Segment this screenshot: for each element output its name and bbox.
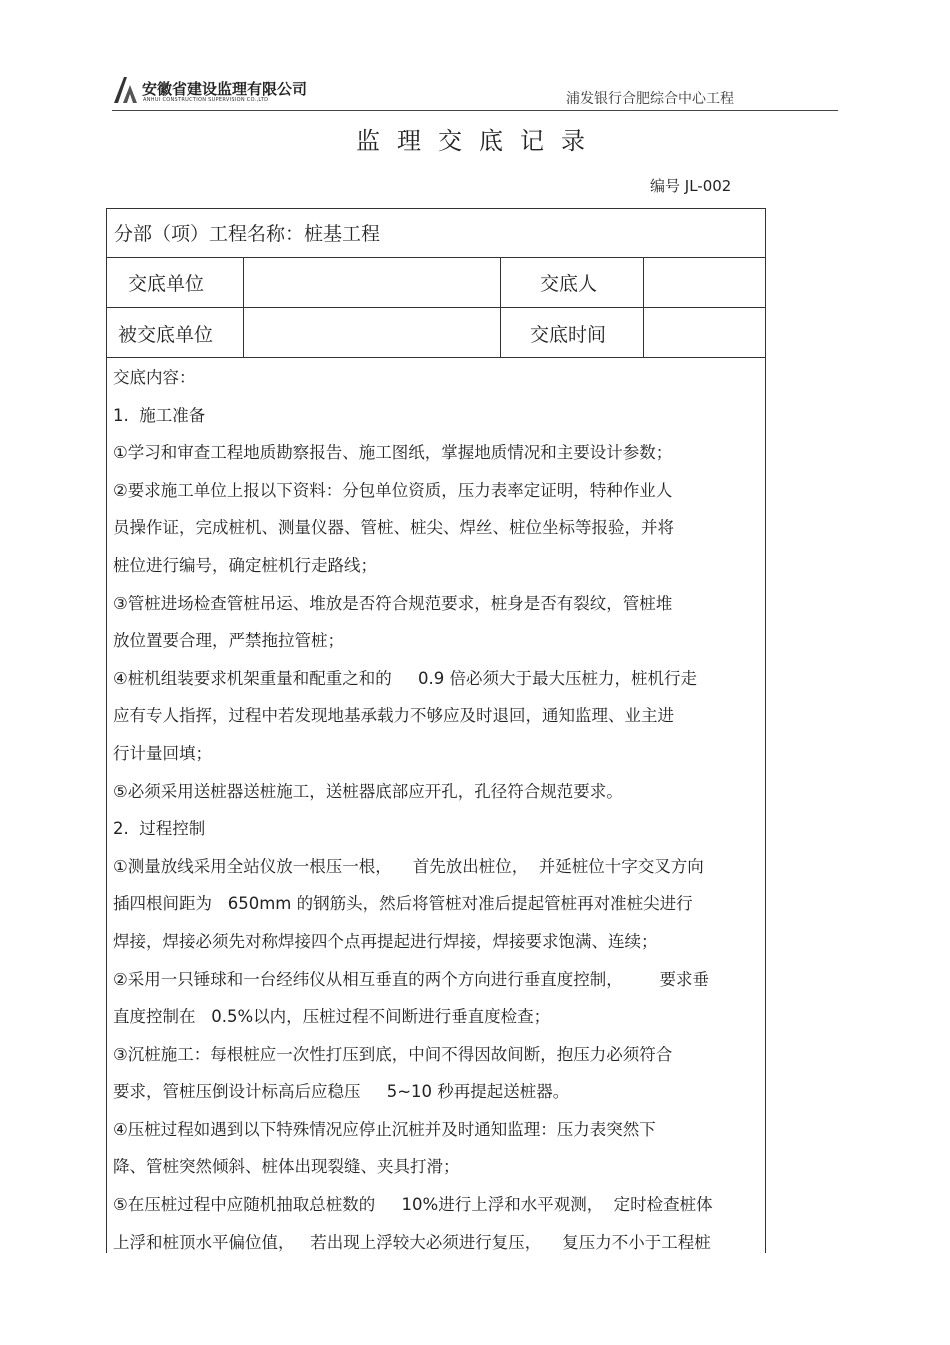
content-line: 交底内容： [113, 368, 196, 387]
content-line: ④桩机组装要求机架重量和配重之和的 0.9 倍必须大于最大压桩力，桩机行走 [113, 668, 698, 688]
content-line: 员操作证，完成桩机、测量仪器、管桩、桩尖、焊丝、桩位坐标等报验，并将 [113, 518, 674, 538]
content-line: 行计量回填； [113, 743, 212, 763]
label-time: 交底时间 [530, 324, 607, 346]
briefing-content [113, 359, 759, 1261]
content-line: 焊接，焊接必须先对称焊接四个点再提起进行焊接，焊接要求饱满、连续； [113, 931, 658, 951]
company-name-en: ANHUI CONSTRUCTION SUPERVISION CO.,LTD [143, 97, 269, 103]
content-line: ②采用一只锤球和一台经纬仪从相互垂直的两个方向进行垂直度控制， 要求垂 [113, 969, 710, 989]
content-line: 插四根间距为 650mm 的钢筋头，然后将管桩对准后提起管桩再对准桩尖进行 [113, 894, 693, 914]
table-row-divider [106, 357, 766, 358]
content-line: 1. 施工准备 [113, 405, 206, 425]
content-line: ⑤必须采用送桩器送桩施工，送桩器底部应开孔，孔径符合规范要求。 [113, 781, 623, 801]
label-unit: 交底单位 [128, 273, 205, 295]
page-title: 监理交底记录 [356, 127, 602, 155]
content-line: ①测量放线采用全站仪放一根压一根， 首先放出桩位， 并延桩位十字交叉方向 [113, 856, 704, 876]
content-line: ③沉桩施工：每根桩应一次性打压到底，中间不得因故间断，抱压力必须符合 [113, 1044, 673, 1064]
content-line: 应有专人指挥，过程中若发现地基承载力不够应及时退回，通知监理、业主进 [113, 706, 674, 726]
table-col-divider [243, 257, 244, 358]
project-name: 浦发银行合肥综合中心工程 [566, 91, 734, 107]
content-line: 桩位进行编号，确定桩机行走路线； [113, 555, 377, 575]
company-logo [112, 74, 308, 108]
content-line: ③管桩进场检查管桩吊运、堆放是否符合规范要求，桩身是否有裂纹，管桩堆 [113, 593, 673, 613]
project-name-field: 分部（项）工程名称：桩基工程 [114, 223, 381, 245]
content-line: 放位置要合理，严禁拖拉管桩； [113, 631, 344, 651]
table-col-divider [643, 257, 644, 358]
content-line: 要求，管桩压倒设计标高后应稳压 5~10 秒再提起送桩器。 [113, 1082, 570, 1102]
document-number: 编号 JL-002 [650, 177, 732, 195]
content-line: ④压桩过程如遇到以下特殊情况应停止沉桩并及时通知监理：压力表突然下 [113, 1119, 656, 1139]
content-line: 直度控制在 0.5%以内，压桩过程不间断进行垂直度检查； [113, 1007, 551, 1027]
company-logo-icon [112, 74, 138, 104]
table-col-divider [500, 257, 501, 358]
content-line: ②要求施工单位上报以下资料：分包单位资质，压力表率定证明，特种作业人 [113, 480, 673, 500]
table-row-divider [106, 257, 766, 258]
label-person: 交底人 [540, 273, 598, 295]
company-name: 安徽省建设监理有限公司 [142, 80, 308, 98]
content-line: 2. 过程控制 [113, 819, 206, 839]
content-line: 降、管桩突然倾斜、桩体出现裂缝、夹具打滑； [113, 1157, 460, 1177]
header-divider [112, 110, 838, 111]
label-receiving-unit: 被交底单位 [118, 324, 214, 346]
content-line: ⑤在压桩过程中应随机抽取总桩数的 10%进行上浮和水平观测， 定时检查桩体 [113, 1195, 713, 1215]
content-line: ①学习和审查工程地质勘察报告、施工图纸，掌握地质情况和主要设计参数； [113, 443, 673, 463]
table-row-divider [106, 307, 766, 308]
content-line: 上浮和桩顶水平偏位值， 若出现上浮较大必须进行复压， 复压力不小于工程桩 [113, 1232, 711, 1252]
